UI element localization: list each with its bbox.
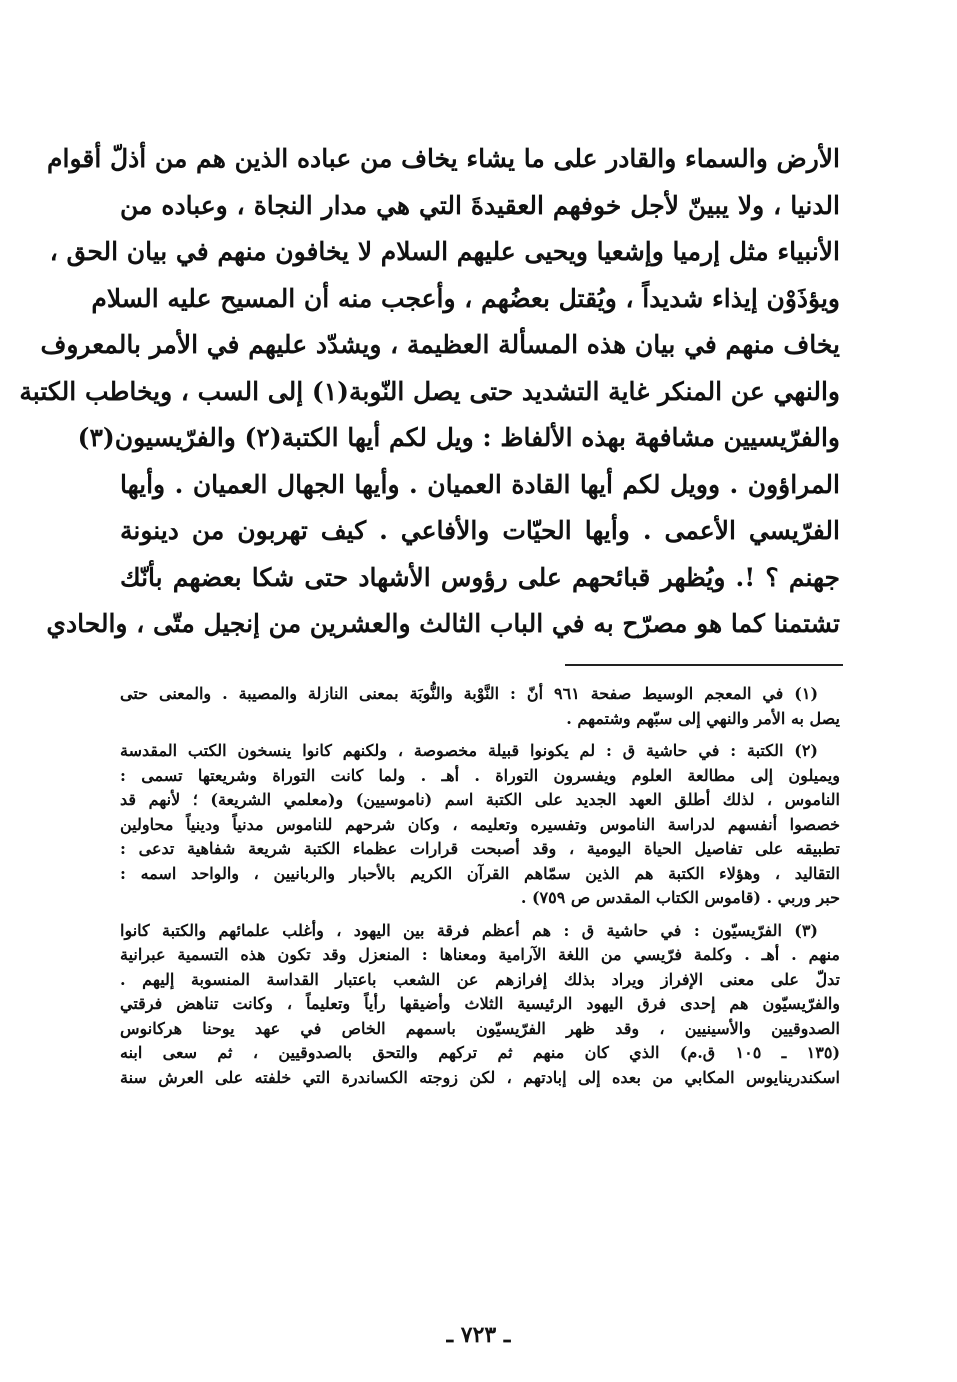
text-line: الأرض والسماء والقادر على ما يشاء يخاف من عباده الذين هم من أذلّ أقوام (47, 144, 840, 173)
text-line: الدنيا ، ولا يبينّ لأجل خوفهم العقيدةَ التي هي مدار النجاة ، وعباده من (120, 190, 840, 220)
footnote-line: (٣) الفرّيسيّون : في حاشية ق : هم أعظم فرقة بين اليهود ، وأغلب علمائهم والكتبة كانوا (120, 920, 818, 940)
footnote-line: (٢) الكتبة : في حاشية ق : لم يكونوا قبيلة مخصوصة ، ولكنهم كانوا ينسخون الكتب المقدسة (120, 741, 818, 760)
text-line: ويؤذَوْن إيذاء شديداً ، ويُقتل بعضُهم ، وأعجب منه أن المسيح عليه السلام (91, 283, 840, 313)
page-number: ـ ٧٢٣ ـ (446, 1322, 511, 1348)
text-line: جهنم ؟ !. ويُظهر قبائحهم على رؤوس الأشهاد حتى شكا بعضهم بأنّك (120, 562, 840, 592)
footnote-3 (120, 919, 840, 1091)
footnote-line: يصل به الأمر والنهي إلى سبّهم وشتمهم . (566, 708, 840, 728)
text-line: والنهي عن المنكر غاية التشديد حتى يصل النّوبة(١) إلى السب ، ويخاطب الكتبة (19, 376, 840, 406)
footnote-line: (١) في المعجم الوسيط صفحة ٩٦١ أنّ : النَّوْبة والنُّوبَة بمعنى النازلة والمصيبة . والمعنى حتى (120, 684, 819, 703)
footnote-line: تطبيقه على تفاصيل الحياة اليومية ، وقد أصبحت قرارات عظماء الكتبة شريعة شفاهية تدعى : (120, 839, 840, 858)
footnote-line: الناموس ، لذلك أطلق العهد الجديد على الكتبة اسم (ناموسيين) و(معلمي الشريعة) ؛ لأنهم قد (120, 790, 840, 809)
footnote-line: خصصوا أنفسهم لدراسة الناموس وتفسيره وتعليمه ، وكان شرحهم للناموس مدنياً ودينياً محاولين (120, 814, 840, 834)
footnote-line: الصدوقيين والأسينيين ، وقد ظهر الفرّيسيّون باسمهم الخاص في عهد يوحنا هركانوس (120, 1018, 840, 1038)
footnote-line: تدلّ على معنى الإفراز ويراد بذلك إفرازهم عن الشعب باعتبار القداسة المنسوبة إليهم . (120, 969, 840, 989)
footnote-2 (120, 739, 840, 911)
text-line: المراؤون . وويل لكم أيها القادة العميان . وأيها الجهال العميان . وأيها (120, 469, 840, 499)
footnotes (120, 682, 840, 1098)
footnote-line: منهم . أهـ . وكلمة فرّيسي من اللغة الآرامية ومعناها : المنعزل وقد تكون هذه التسمية عبرانية (120, 945, 840, 964)
text-line: الأنبياء مثل إرميا وإشعيا ويحيى عليهم السلام لا يخافون منهم في بيان الحق ، (49, 237, 840, 266)
main-text (19, 136, 840, 648)
footnote-line: حبر وربي . (قاموس الكتاب المقدس ص ٧٥٩) . (520, 888, 840, 907)
footnote-line: والفرّيسيّون هم إحدى فرق اليهود الرئيسية الثلاث وأضيقها رأياً وتعليماً ، وكانت تناهض فرقتي (120, 994, 840, 1013)
text-line: يخاف منهم في بيان هذه المسألة العظيمة ، ويشدّد عليهم في الأمر بالمعروف (40, 330, 840, 359)
text-line: الفرّيسي الأعمى . وأيها الحيّات والأفاعي . كيف تهربون من دينونة (120, 516, 840, 545)
footnote-separator (565, 664, 843, 666)
text-line: والفرّيسيين مشافهة بهذه الألفاظ : ويل لكم أيها الكتبة(٢) والفرّيسيون(٣) (77, 423, 840, 452)
footnote-line: (١٣٥ ـ ١٠٥ ق.م) الذي كان منهم ثم تركهم والتحق بالصدوقيين ، ثم سعى ابنه (120, 1043, 841, 1062)
footnote-line: اسكندرينايوس المكابي من بعده إلى إبادتهم ، لكن زوجته الكساندرة التي خلفته على العرش سنة (120, 1067, 841, 1087)
footnote-line: ويميلون إلى مطالعة العلوم ويفسرون التوراة . أهـ . ولما كانت التوراة وشريعتها تسمى : (120, 765, 840, 785)
footnote-1 (120, 682, 840, 731)
text-line: تشتمنا كما هو مصرّح به في الباب الثالث والعشرين من إنجيل متّى ، والحادي (46, 609, 840, 638)
footnote-line: التقاليد ، وهؤلاء الكتبة هم الذين سمّاهم القرآن الكريم بالأحبار والربانيين ، والواحد اسمه : (120, 863, 840, 883)
